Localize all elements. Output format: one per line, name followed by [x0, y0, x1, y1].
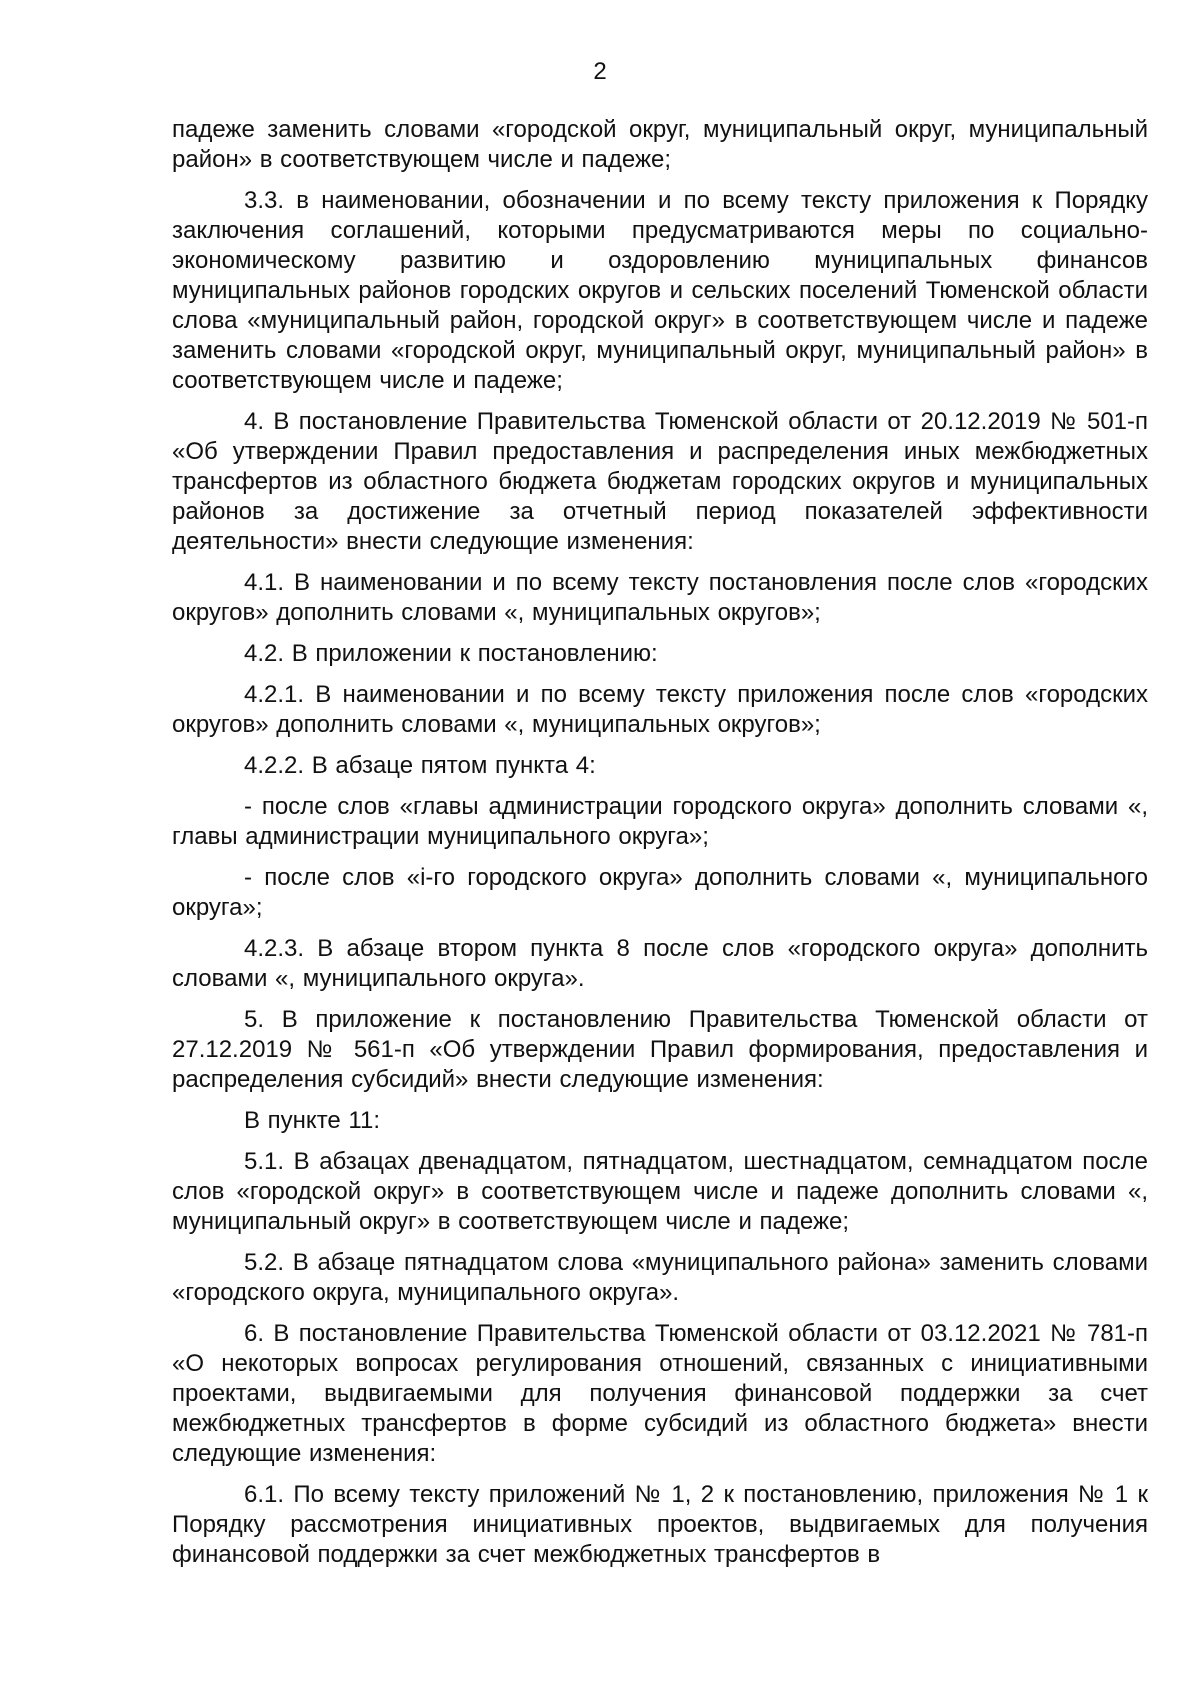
paragraph-4-2-2: 4.2.2. В абзаце пятом пункта 4: — [244, 752, 596, 779]
paragraph-3-3: 3.3. в наименовании, обозначении и по всему тексту приложения к Порядку заключения соглашений, которыми предусматриваются меры по социально-экономическому развитию и оздоровлению муниципальных финансов муниципальных районов городских округов и сельских поселений Тюменской области слова «муниципальный район, городской округ» в соответствующем числе и падеже заменить словами «городской округ, муниципальный округ, муниципальный район» в соответствующем числе и падеже; — [172, 187, 1148, 394]
paragraph-4-2-2-item-1: - после слов «главы администрации городского округа» дополнить словами «, главы администрации муниципального округа»; — [172, 793, 1148, 850]
paragraph-4-2-3: 4.2.3. В абзаце втором пункта 8 после слов «городского округа» дополнить словами «, муниципального округа». — [172, 935, 1148, 992]
paragraph-4-1: 4.1. В наименовании и по всему тексту постановления после слов «городских округов» дополнить словами «, муниципальных округов»; — [172, 569, 1148, 626]
paragraph-4-2: 4.2. В приложении к постановлению: — [244, 640, 658, 667]
page-number: 2 — [593, 58, 607, 85]
paragraph-4-2-1: 4.2.1. В наименовании и по всему тексту приложения после слов «городских округов» дополнить словами «, муниципальных округов»; — [172, 681, 1148, 738]
paragraph-continuation: падеже заменить словами «городской округ, муниципальный округ, муниципальный район» в соответствующем числе и падеже; — [172, 116, 1148, 173]
paragraph-4: 4. В постановление Правительства Тюменской области от 20.12.2019 № 501-п «Об утверждении Правил предоставления и распределения иных межбюджетных трансфертов из областного бюджета бюджетам городских округов и муниципальных районов за достижение за отчетный период показателей эффективности деятельности» внести следующие изменения: — [172, 408, 1148, 555]
paragraph-5-point-11: В пункте 11: — [244, 1107, 381, 1134]
document-body — [172, 115, 1148, 1581]
paragraph-6-1: 6.1. По всему тексту приложений № 1, 2 к постановлению, приложения № 1 к Порядку рассмотрения инициативных проектов, выдвигаемых для получения финансовой поддержки за счет межбюджетных трансфертов в — [172, 1481, 1148, 1568]
paragraph-5: 5. В приложение к постановлению Правительства Тюменской области от 27.12.2019 № 561-п «Об утверждении Правил формирования, предоставления и распределения субсидий» внести следующие изменения: — [172, 1006, 1148, 1093]
paragraph-5-1: 5.1. В абзацах двенадцатом, пятнадцатом, шестнадцатом, семнадцатом после слов «городской округ» в соответствующем числе и падеже дополнить словами «, муниципальный округ» в соответствующем числе и падеже; — [172, 1148, 1148, 1235]
paragraph-4-2-2-item-2: - после слов «i-го городского округа» дополнить словами «, муниципального округа»; — [172, 864, 1148, 921]
paragraph-5-2: 5.2. В абзаце пятнадцатом слова «муниципального района» заменить словами «городского округа, муниципального округа». — [172, 1249, 1148, 1306]
paragraph-6: 6. В постановление Правительства Тюменской области от 03.12.2021 № 781-п «О некоторых вопросах регулирования отношений, связанных с инициативными проектами, выдвигаемыми для получения финансовой поддержки за счет межбюджетных трансфертов в форме субсидий из областного бюджета» внести следующие изменения: — [172, 1320, 1148, 1467]
